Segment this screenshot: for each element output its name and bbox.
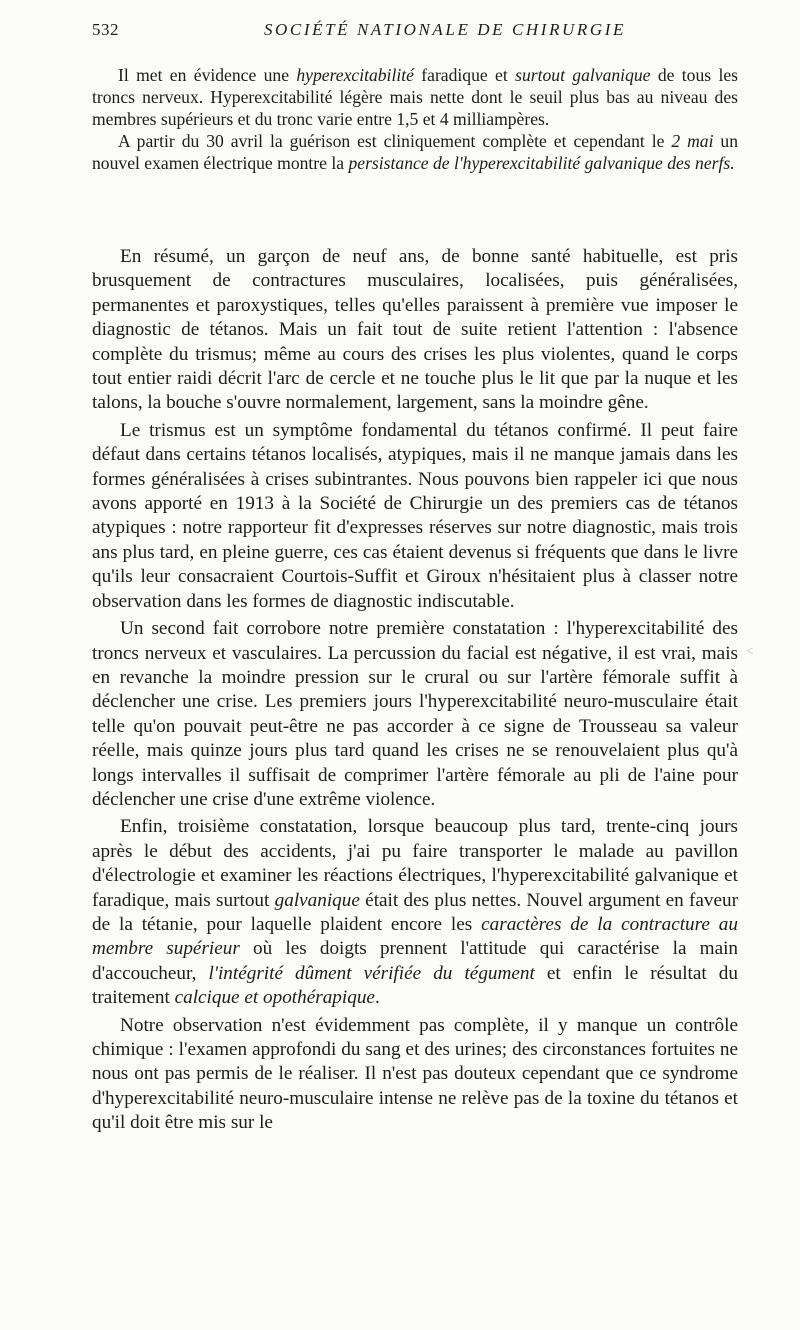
observation-notes: [92, 64, 738, 174]
main-text: [92, 245, 738, 1139]
observation-paragraph: Il met en évidence une hyperexcitabilité faradique et surtout galvanique de tous les troncs nerveux. Hyperexcitabilité légère mais nette dont le seuil plus bas au niveau des membres supérieurs et du tronc varie entre 1,5 et 4 milliampères.: [92, 65, 738, 129]
emphasis: galvanique: [274, 889, 360, 911]
margin-mark: <: [746, 643, 754, 658]
body-paragraph: En résumé, un garçon de neuf ans, de bonne santé habituelle, est pris brusquement de contractures musculaires, localisées, puis généralisées, permanentes et paroxystiques, telles qu'elles paraissent à première vue imposer le diagnostic de tétanos. Mais un fait tout de suite retient l'attention : l'absence complète du trismus; même au cours des crises les plus violentes, quand le corps tout entier raidi décrit l'arc de cercle et ne touche plus le lit que par la nuque et les talons, la bouche s'ouvre normalement, largement, sans la moindre gêne.: [92, 246, 738, 414]
emphasis: caractères de la contracture au membre supérieur: [92, 913, 738, 960]
emphasis: l'intégrité dûment vérifiée du tégument: [208, 962, 535, 984]
journal-title: SOCIÉTÉ NATIONALE DE CHIRURGIE: [263, 20, 627, 39]
observation-paragraph: A partir du 30 avril la guérison est cliniquement complète et cependant le 2 mai un nouvel examen électrique montre la persistance de l'hyperexcitabilité galvanique des nerfs.: [92, 131, 739, 173]
emphasis: persistance de l'hyperexcitabilité galvanique des nerfs.: [348, 153, 735, 173]
emphasis: hyperexcitabilité: [296, 65, 414, 85]
page-number: 532: [92, 20, 119, 39]
body-paragraph: Notre observation n'est évidemment pas complète, il y manque un contrôle chimique : l'examen approfondi du sang et des urines; des circonstances fortuites ne nous ont pas permis de le réaliser. Il n'est pas douteux cependant que ce syndrome d'hyperexcitabilité neuro-musculaire intense ne relève pas de la toxine du tétanos et qu'il doit être mis sur le: [92, 1014, 738, 1134]
emphasis: 2 mai: [671, 131, 714, 151]
body-paragraph: Enfin, troisième constatation, lorsque beaucoup plus tard, trente-cinq jours après le début des accidents, j'ai pu faire transporter le malade au pavillon d'électrologie et examiner les réactions électriques, l'hyperexcitabilité galvanique et faradique, mais surtout galvanique était des plus nettes. Nouvel argument en faveur de la tétanie, pour laquelle plaident encore les caractères de la contracture au membre supérieur où les doigts prennent l'attitude qui caractérise la main d'accoucheur, l'intégrité dûment vérifiée du tégument et enfin le résultat du traitement calcique et opothérapique.: [92, 816, 739, 1009]
body-paragraph: Le trismus est un symptôme fondamental du tétanos confirmé. Il peut faire défaut dans certains tétanos localisés, atypiques, mais il ne manque jamais dans les formes généralisées à crises subintrantes. Nous pouvons bien rappeler ici que nous avons apporté en 1913 à la Société de Chirurgie un des premiers cas de tétanos atypiques : notre rapporteur fit d'expresses réserves sur notre diagnostic, mais trois ans plus tard, en pleine guerre, ces cas étaient devenus si fréquents que dans le livre qu'ils leur consacraient Courtois-Suffit et Giroux n'hésitaient plus à classer notre observation dans les formes de diagnostic indiscutable.: [92, 419, 738, 612]
running-head: [92, 20, 738, 44]
emphasis: calcique et opothérapique: [174, 987, 375, 1009]
body-paragraph: Un second fait corrobore notre première constatation : l'hyperexcitabilité des troncs nerveux et vasculaires. La percussion du facial est négative, il est vrai, mais en revanche la moindre pression sur le crural ou sur l'artère fémorale suffit à déclencher une crise. Les premiers jours l'hyperexcitabilité neuro-musculaire était telle qu'on pouvait peut-être ne pas accorder à ce signe de Trousseau sa valeur réelle, mais quinze jours plus tard quand les crises ne se renouvelaient plus qu'à longs intervalles il suffisait de comprimer l'artère fémorale au pli de l'aine pour déclencher une crise d'une extrême violence.: [92, 618, 738, 810]
emphasis: surtout galvanique: [515, 65, 651, 85]
